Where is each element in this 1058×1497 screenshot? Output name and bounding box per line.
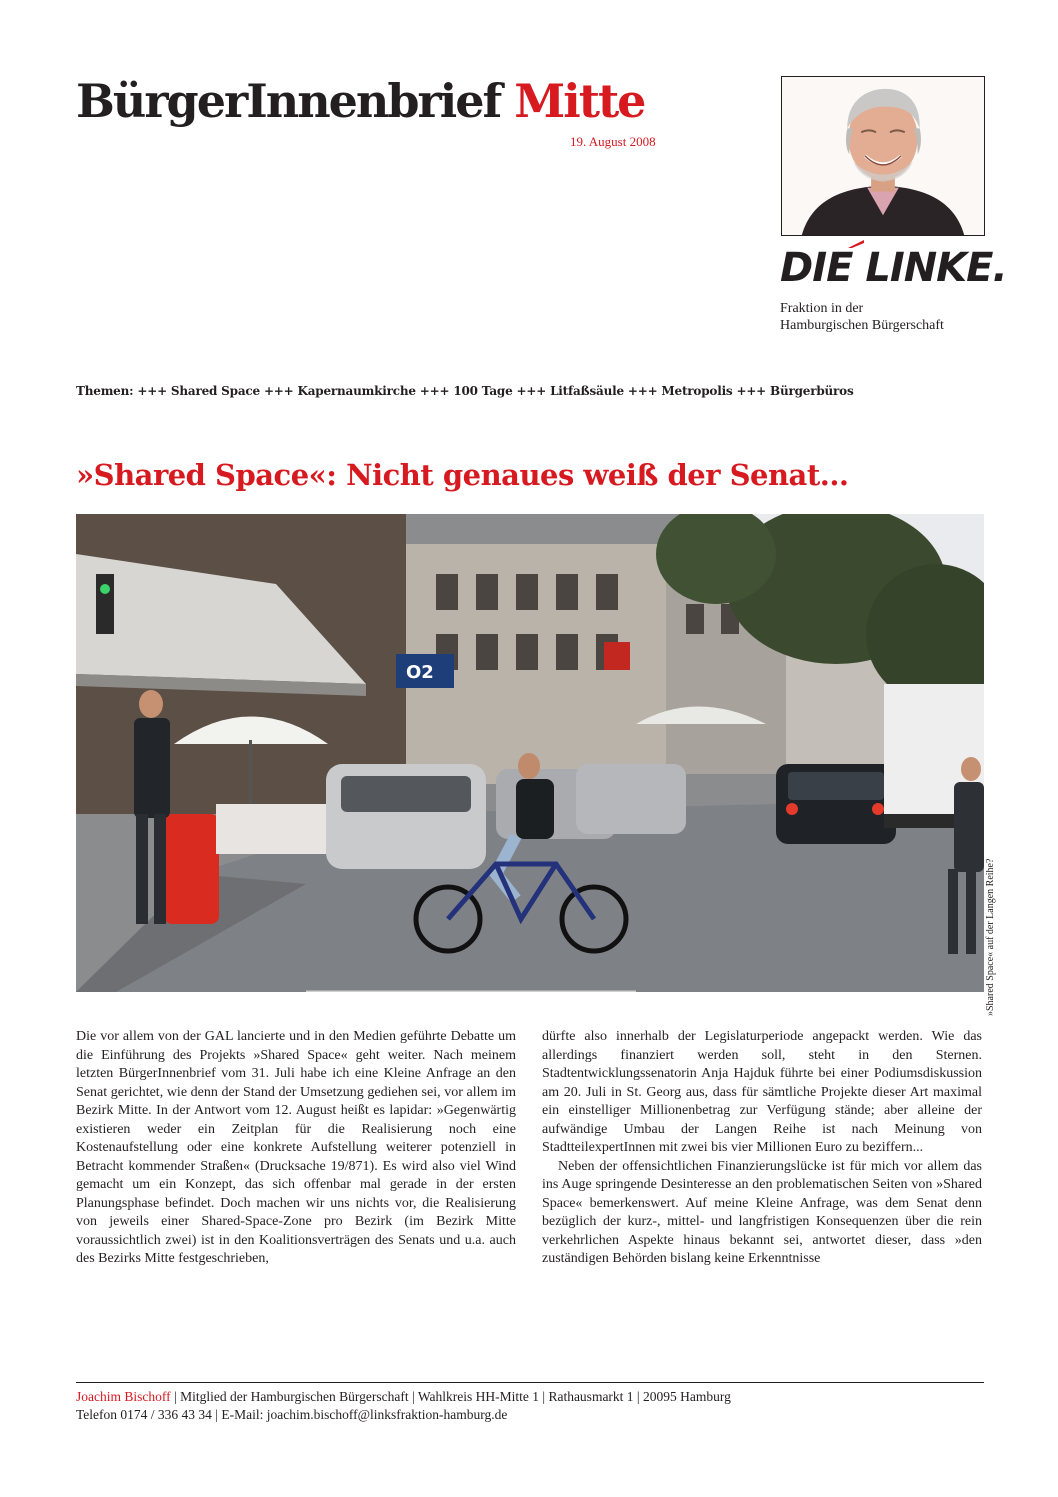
party-subtitle — [780, 300, 944, 334]
article-paragraph: dürfte also innerhalb der Legislaturperiode angepackt werden. Wie das allerdings finanziert werden soll, steht in den Sternen. Stadtentwicklungssenatorin Anja Hajduk führte bei einer Podiumsdiskussion am 20. Juli in St. Georg aus, dass für sämtliche Projekte dieser Art maximal ein einstelliger Millionenbetrag zur Verfügung stände; aber alleine der aufwändige Umbau der Langen Reihe ist nach Meinung von StadtteilexpertInnen mit zwei bis vier Millionen Euro zu beziffern... — [542, 1029, 982, 1155]
newsletter-title — [76, 74, 645, 128]
article-paragraph: Die vor allem von der GAL lancierte und in den Medien geführte Debatte um die Einführung des Projekts »Shared Space« geht weiter. Nach meinem letzten BürgerInnenbrief vom 31. Juli habe ich eine Kleine Anfrage an den Senat gerichtet, wie denn der Stand der Umsetzung gediehen sei, vor allem im Bezirk Mitte. In der Antwort vom 12. August heißt es lapidar: »Gegenwärtig existieren weder ein Zeitplan für die Realisierung noch eine Kostenaufstellung oder eine konkrete Aufstellung weiterer potenziell in Betracht kommender Straßen« (Drucksache 19/871). Es wird also viel Wind gemacht um ein Konzept, das sich offenbar mal gerade in der ersten Planungsphase befindet. Doch machen wir uns nichts vor, die Realisierung von jeweils einer Shared-Space-Zone pro Bezirk (im Bezirk Mitte voraussichtlich zwei) ist in den Koalitionsverträgen des Senats und u.a. auch des Bezirks Mitte festgeschrieben, — [76, 1029, 516, 1266]
topics-line: Themen: +++ Shared Space +++ Kapernaumkirche +++ 100 Tage +++ Litfaßsäule +++ Metropolis +++ Bürgerbüros — [76, 384, 854, 398]
street-photo — [76, 514, 984, 992]
article-column-left — [76, 1028, 516, 1269]
footer-divider — [76, 1382, 984, 1383]
newsletter-title-main: BürgerInnenbrief — [76, 74, 501, 128]
party-subtitle-line1: Fraktion in der — [780, 301, 864, 316]
shop-sign-o2-text: O2 — [406, 662, 434, 683]
footer-address: | Mitglied der Hamburgischen Bürgerschaft | Wahlkreis HH-Mitte 1 | Rathausmarkt 1 | 20095 Hamburg — [170, 1389, 731, 1404]
party-subtitle-line2: Hamburgischen Bürgerschaft — [780, 318, 944, 333]
author-portrait — [781, 76, 985, 236]
article-paragraph: Neben der offensichtlichen Finanzierungslücke ist für mich vor allem das ins Auge springende Desinteresse an den problematischen Seiten von »Shared Space« bemerkenswert. Auf meine Kleine Anfrage, was dem Senat denn bezüglich der kurz-, mittel- und langfristigen Konsequenzen über die rein verkehrlichen Aspekte hinaus bekannt sei, antwortet dieser, dass »den zuständigen Behörden bislang keine Erkenntnisse — [542, 1158, 982, 1266]
photo-caption: »Shared Space« auf der Langen Reihe? — [985, 858, 996, 1016]
article-column-right — [542, 1028, 982, 1269]
article-headline: »Shared Space«: Nicht genaues weiß der Senat... — [76, 458, 849, 492]
street-photo-image — [76, 514, 984, 992]
party-logo: DIE LINKE. — [780, 245, 1007, 291]
footer-contact — [76, 1388, 731, 1424]
footer-name: Joachim Bischoff — [76, 1389, 171, 1404]
portrait-image — [782, 77, 984, 235]
issue-date: 19. August 2008 — [570, 134, 656, 149]
footer-line-2: Telefon 0174 / 336 43 34 | E-Mail: joachim.bischoff@linksfraktion-hamburg.de — [76, 1407, 508, 1422]
newsletter-title-accent: Mitte — [514, 74, 645, 128]
footer-line-1 — [76, 1388, 731, 1406]
